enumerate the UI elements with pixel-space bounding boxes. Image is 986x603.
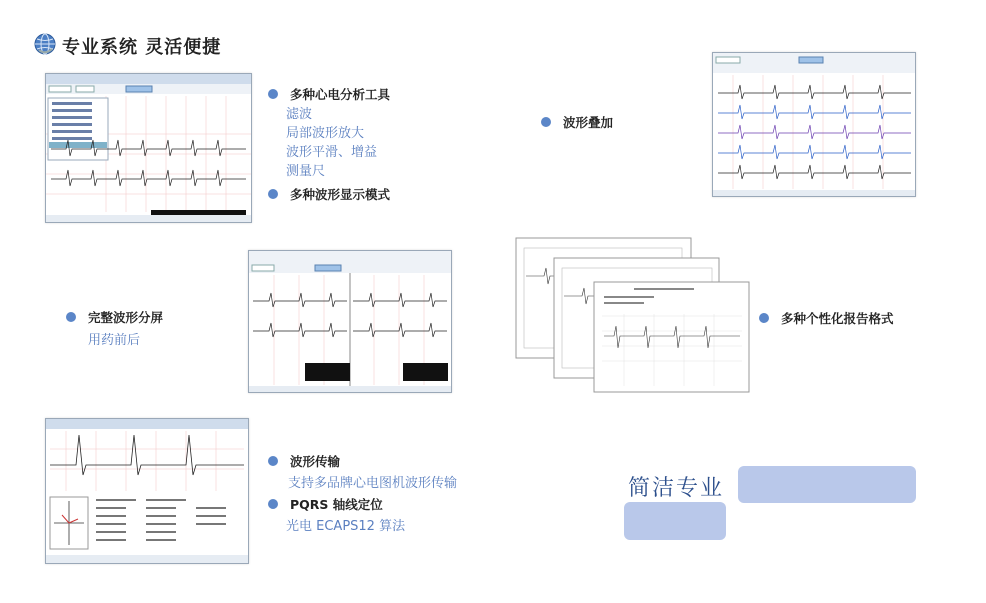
tagline: 简洁专业 [628,476,725,501]
feature-label: 多种波形显示模式 [290,187,391,202]
sub-item-before-after-medication: 用药前后 [88,333,141,348]
feature-label: 波形传输 [290,454,341,469]
split-screen-screenshot [248,250,452,393]
feature-label: 波形叠加 [563,115,614,130]
bullet-icon [268,89,278,99]
decorative-box-top [738,466,916,503]
sub-item-zoom: 局部波形放大 [286,126,365,141]
feature-waveform-display-modes [268,185,390,203]
feature-waveform-transmission [268,452,340,470]
bullet-icon [541,117,551,127]
waveform-transmission-screenshot [45,418,249,564]
feature-label: 完整波形分屏 [88,310,164,325]
waveform-overlay-screenshot [712,52,916,197]
bullet-icon [66,312,76,322]
feature-label: PQRS 轴线定位 [290,497,383,512]
bullet-icon [268,499,278,509]
feature-waveform-overlay [541,113,613,131]
feature-split-screen [66,308,163,326]
bullet-icon [759,313,769,323]
feature-ecg-analysis-tools-subs [286,105,377,181]
bullet-icon [268,189,278,199]
feature-label: 多种心电分析工具 [290,87,391,102]
report-formats-screenshot [514,236,752,394]
sub-item-ruler: 测量尺 [286,164,326,179]
feature-pqrs-axis [268,495,383,513]
sub-item-filter: 滤波 [286,107,313,122]
ecg-analysis-screenshot [45,73,252,223]
feature-ecg-analysis-tools [268,85,390,103]
page-title: 专业系统 灵活便捷 [62,37,222,58]
decorative-box-bottom [624,502,726,540]
feature-label: 多种个性化报告格式 [781,311,894,326]
globe-icon [33,32,57,56]
feature-report-formats [759,309,894,327]
bullet-icon [268,456,278,466]
sub-item-multi-brand-transmission: 支持多品牌心电图机波形传输 [288,476,458,491]
sub-item-smooth-gain: 波形平滑、增益 [286,145,378,160]
sub-item-ecaps12-algorithm: 光电 ECAPS12 算法 [286,519,406,534]
